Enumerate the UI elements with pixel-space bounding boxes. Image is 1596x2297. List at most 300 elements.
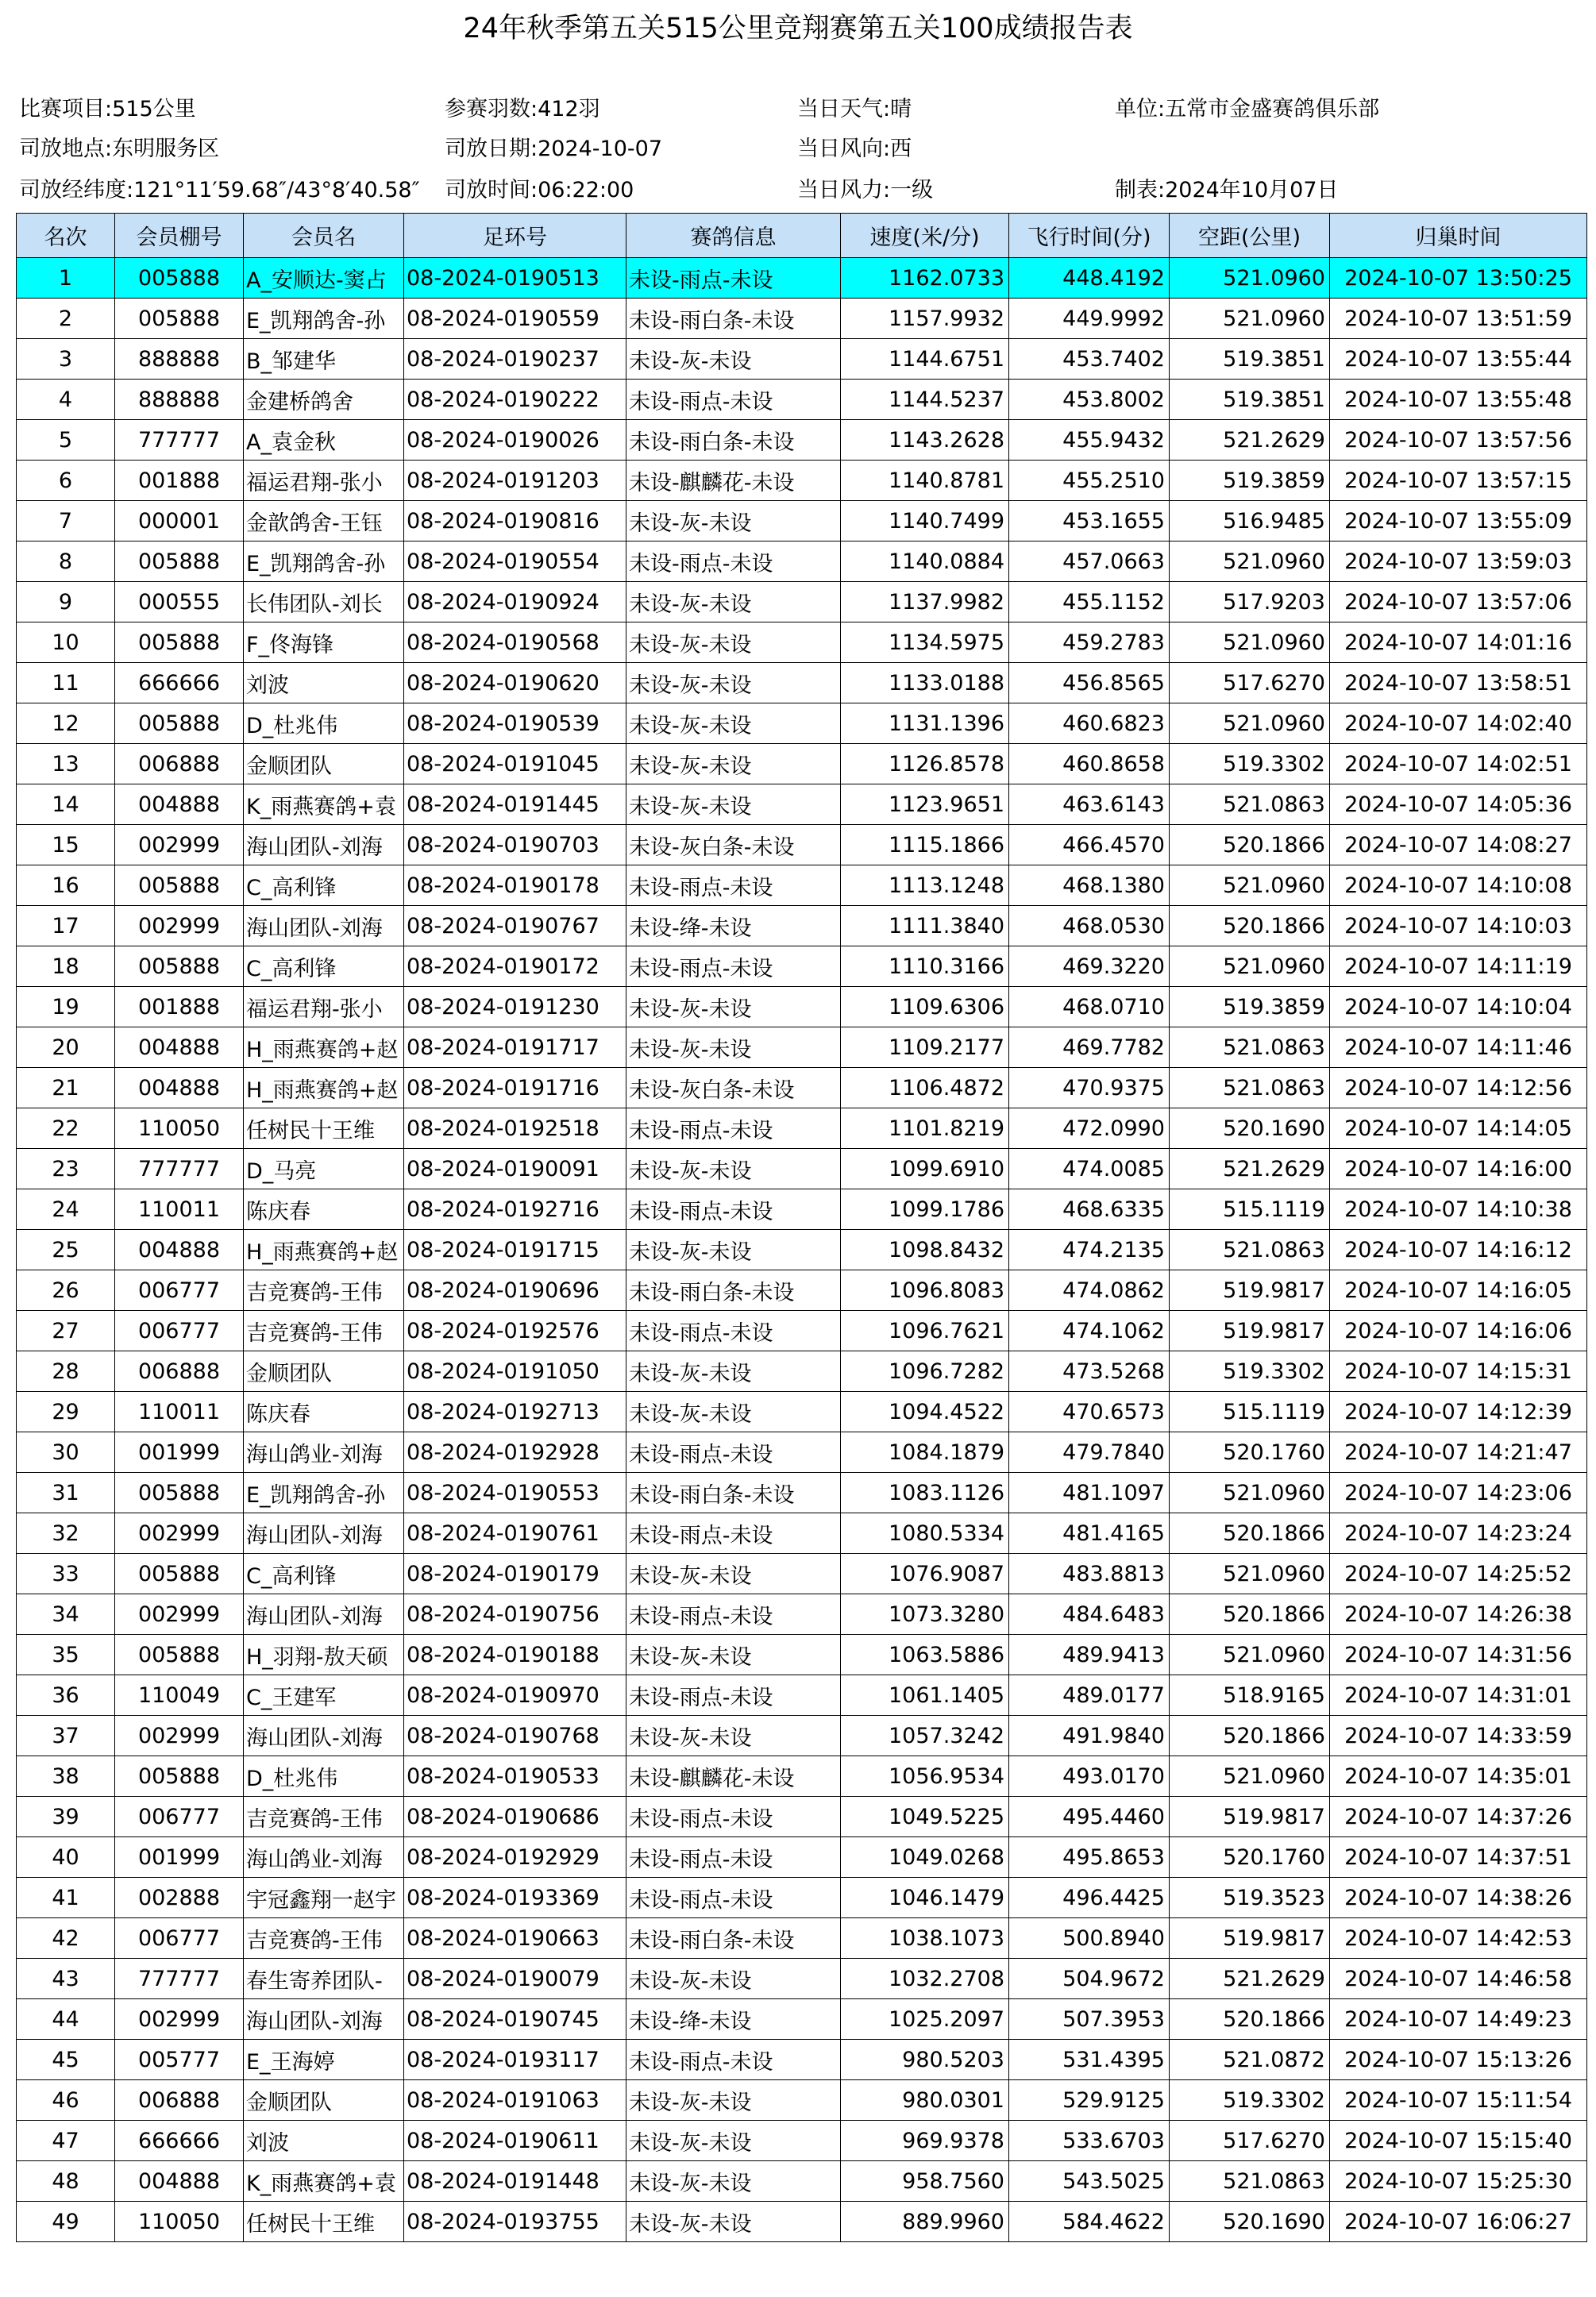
table-row[interactable] — [17, 2202, 1587, 2242]
flight-time-cell: 474.1062 — [1009, 1311, 1170, 1351]
speed-cell: 1113.1248 — [841, 865, 1009, 906]
rank-cell: 34 — [17, 1594, 115, 1635]
table-row[interactable] — [17, 1108, 1587, 1149]
distance-cell: 521.0960 — [1170, 1756, 1330, 1797]
member-cell: C_王建军 — [244, 1675, 404, 1716]
arrival-cell: 2024-10-07 14:02:51 — [1330, 744, 1587, 784]
pigeon-info-cell: 未设-雨点-未设 — [626, 541, 841, 582]
rank-cell: 32 — [17, 1513, 115, 1554]
release-coords: 司放经纬度:121°11′59.68″/43°8′40.58″ — [19, 178, 420, 202]
pigeon-info-cell: 未设-绛-未设 — [626, 906, 841, 946]
loft-cell: 666666 — [115, 2121, 244, 2161]
loft-cell: 004888 — [115, 1068, 244, 1108]
loft-cell: 004888 — [115, 1027, 244, 1068]
arrival-cell: 2024-10-07 14:10:03 — [1330, 906, 1587, 946]
table-row[interactable] — [17, 1959, 1587, 1999]
member-cell: 福运君翔-张小 — [244, 987, 404, 1027]
ring-cell: 08-2024-0190222 — [404, 380, 626, 420]
pigeon-info-cell: 未设-灰-未设 — [626, 582, 841, 622]
loft-cell: 002999 — [115, 906, 244, 946]
speed-cell: 1111.3840 — [841, 906, 1009, 946]
member-cell: 陈庆春 — [244, 1189, 404, 1230]
distance-cell: 519.9817 — [1170, 1270, 1330, 1311]
distance-cell: 521.0960 — [1170, 1635, 1330, 1675]
table-row[interactable] — [17, 1716, 1587, 1756]
arrival-cell: 2024-10-07 14:33:59 — [1330, 1716, 1587, 1756]
table-row[interactable] — [17, 744, 1587, 784]
speed-cell: 1140.7499 — [841, 501, 1009, 541]
pigeon-info-cell: 未设-雨点-未设 — [626, 2040, 841, 2080]
distance-cell: 519.9817 — [1170, 1918, 1330, 1959]
rank-cell: 36 — [17, 1675, 115, 1716]
arrival-cell: 2024-10-07 16:06:27 — [1330, 2202, 1587, 2242]
ring-cell: 08-2024-0191063 — [404, 2080, 626, 2121]
flight-time-cell: 453.8002 — [1009, 380, 1170, 420]
pigeon-info-cell: 未设-灰-未设 — [626, 1635, 841, 1675]
speed-cell: 1096.8083 — [841, 1270, 1009, 1311]
table-row[interactable] — [17, 906, 1587, 946]
distance-cell: 520.1866 — [1170, 825, 1330, 865]
member-cell: H_雨燕赛鸽+赵 — [244, 1027, 404, 1068]
pigeon-info-cell: 未设-灰-未设 — [626, 2202, 841, 2242]
ring-cell: 08-2024-0191230 — [404, 987, 626, 1027]
flight-time-cell: 584.4622 — [1009, 2202, 1170, 2242]
loft-cell: 002999 — [115, 1594, 244, 1635]
pigeon-info-cell: 未设-麒麟花-未设 — [626, 461, 841, 501]
member-cell: E_凯翔鸽舍-孙 — [244, 1473, 404, 1513]
member-cell: D_杜兆伟 — [244, 1756, 404, 1797]
arrival-cell: 2024-10-07 14:05:36 — [1330, 784, 1587, 825]
pigeon-info-cell: 未设-灰-未设 — [626, 1959, 841, 1999]
table-row[interactable] — [17, 1756, 1587, 1797]
flight-time-cell: 460.8658 — [1009, 744, 1170, 784]
flight-time-cell: 473.5268 — [1009, 1351, 1170, 1392]
arrival-cell: 2024-10-07 14:31:56 — [1330, 1635, 1587, 1675]
arrival-cell: 2024-10-07 13:55:48 — [1330, 380, 1587, 420]
table-row[interactable] — [17, 420, 1587, 461]
rank-cell: 47 — [17, 2121, 115, 2161]
table-row[interactable] — [17, 865, 1587, 906]
flight-time-cell: 469.7782 — [1009, 1027, 1170, 1068]
speed-cell: 1140.0884 — [841, 541, 1009, 582]
table-row[interactable] — [17, 1554, 1587, 1594]
ring-cell: 08-2024-0190237 — [404, 339, 626, 380]
ring-cell: 08-2024-0190533 — [404, 1756, 626, 1797]
loft-cell: 666666 — [115, 663, 244, 703]
arrival-cell: 2024-10-07 14:42:53 — [1330, 1918, 1587, 1959]
loft-cell: 005777 — [115, 2040, 244, 2080]
ring-cell: 08-2024-0193369 — [404, 1878, 626, 1918]
rank-cell: 16 — [17, 865, 115, 906]
table-row[interactable] — [17, 1918, 1587, 1959]
arrival-cell: 2024-10-07 14:10:04 — [1330, 987, 1587, 1027]
distance-cell: 521.0960 — [1170, 622, 1330, 663]
speed-cell: 1057.3242 — [841, 1716, 1009, 1756]
table-row[interactable] — [17, 946, 1587, 987]
speed-cell: 1096.7621 — [841, 1311, 1009, 1351]
flight-time-cell: 489.0177 — [1009, 1675, 1170, 1716]
arrival-cell: 2024-10-07 13:57:06 — [1330, 582, 1587, 622]
table-row[interactable] — [17, 339, 1587, 380]
rank-cell: 38 — [17, 1756, 115, 1797]
speed-cell: 1096.7282 — [841, 1351, 1009, 1392]
distance-cell: 519.3302 — [1170, 2080, 1330, 2121]
table-row[interactable] — [17, 1392, 1587, 1432]
flight-time-cell: 457.0663 — [1009, 541, 1170, 582]
speed-cell: 969.9378 — [841, 2121, 1009, 2161]
speed-cell: 1123.9651 — [841, 784, 1009, 825]
loft-cell: 005888 — [115, 703, 244, 744]
member-cell: A_袁金秋 — [244, 420, 404, 461]
table-row[interactable] — [17, 2040, 1587, 2080]
arrival-cell: 2024-10-07 14:15:31 — [1330, 1351, 1587, 1392]
flight-time-cell: 531.4395 — [1009, 2040, 1170, 2080]
ring-cell: 08-2024-0190745 — [404, 1999, 626, 2040]
flight-time-cell: 460.6823 — [1009, 703, 1170, 744]
table-row[interactable] — [17, 1878, 1587, 1918]
loft-cell: 002999 — [115, 1513, 244, 1554]
flight-time-cell: 449.9992 — [1009, 299, 1170, 339]
pigeon-info-cell: 未设-灰-未设 — [626, 2121, 841, 2161]
arrival-cell: 2024-10-07 14:26:38 — [1330, 1594, 1587, 1635]
pigeon-info-cell: 未设-雨点-未设 — [626, 1513, 841, 1554]
distance-cell: 521.0960 — [1170, 541, 1330, 582]
arrival-cell: 2024-10-07 14:02:40 — [1330, 703, 1587, 744]
speed-cell: 1099.1786 — [841, 1189, 1009, 1230]
table-row[interactable] — [17, 1797, 1587, 1837]
ring-cell: 08-2024-0190696 — [404, 1270, 626, 1311]
member-cell: 金歆鸽舍-王钰 — [244, 501, 404, 541]
col-header: 速度(米/分) — [841, 214, 1009, 258]
speed-cell: 1134.5975 — [841, 622, 1009, 663]
ring-cell: 08-2024-0191716 — [404, 1068, 626, 1108]
flight-time-cell: 481.1097 — [1009, 1473, 1170, 1513]
table-row[interactable] — [17, 622, 1587, 663]
member-cell: 刘波 — [244, 2121, 404, 2161]
table-row[interactable] — [17, 1635, 1587, 1675]
loft-cell: 004888 — [115, 2161, 244, 2202]
table-row[interactable] — [17, 1513, 1587, 1554]
table-row[interactable] — [17, 1837, 1587, 1878]
col-header: 会员名 — [244, 214, 404, 258]
ring-cell: 08-2024-0190816 — [404, 501, 626, 541]
speed-cell: 1049.0268 — [841, 1837, 1009, 1878]
loft-cell: 001999 — [115, 1432, 244, 1473]
member-cell: D_杜兆伟 — [244, 703, 404, 744]
ring-cell: 08-2024-0190559 — [404, 299, 626, 339]
loft-cell: 005888 — [115, 946, 244, 987]
ring-cell: 08-2024-0190703 — [404, 825, 626, 865]
weather: 当日天气:晴 — [797, 97, 912, 121]
arrival-cell: 2024-10-07 13:57:15 — [1330, 461, 1587, 501]
rank-cell: 7 — [17, 501, 115, 541]
member-cell: 吉竞赛鸽-王伟 — [244, 1270, 404, 1311]
table-row[interactable] — [17, 703, 1587, 744]
distance-cell: 519.3851 — [1170, 339, 1330, 380]
table-row[interactable] — [17, 1432, 1587, 1473]
pigeon-info-cell: 未设-灰-未设 — [626, 501, 841, 541]
ring-cell: 08-2024-0191448 — [404, 2161, 626, 2202]
report-title: 24年秋季第五关515公里竞翔赛第五关100成绩报告表 — [463, 13, 1133, 44]
speed-cell: 1109.6306 — [841, 987, 1009, 1027]
table-row[interactable] — [17, 1027, 1587, 1068]
member-cell: 海山团队-刘海 — [244, 1716, 404, 1756]
table-row[interactable] — [17, 1189, 1587, 1230]
table-row[interactable] — [17, 1675, 1587, 1716]
speed-cell: 1061.1405 — [841, 1675, 1009, 1716]
distance-cell: 519.9817 — [1170, 1311, 1330, 1351]
table-row[interactable] — [17, 501, 1587, 541]
col-header: 赛鸽信息 — [626, 214, 841, 258]
pigeon-info-cell: 未设-雨点-未设 — [626, 946, 841, 987]
col-header: 飞行时间(分) — [1009, 214, 1170, 258]
pigeon-info-cell: 未设-雨白条-未设 — [626, 1918, 841, 1959]
table-row[interactable] — [17, 1230, 1587, 1270]
flight-time-cell: 455.9432 — [1009, 420, 1170, 461]
distance-cell: 521.0960 — [1170, 1473, 1330, 1513]
pigeon-info-cell: 未设-灰-未设 — [626, 1230, 841, 1270]
pigeon-info-cell: 未设-雨点-未设 — [626, 1675, 841, 1716]
distance-cell: 520.1866 — [1170, 1513, 1330, 1554]
rank-cell: 13 — [17, 744, 115, 784]
table-row[interactable] — [17, 299, 1587, 339]
pigeon-info-cell: 未设-灰-未设 — [626, 1554, 841, 1594]
speed-cell: 1162.0733 — [841, 258, 1009, 299]
rank-cell: 22 — [17, 1108, 115, 1149]
table-row[interactable] — [17, 582, 1587, 622]
distance-cell: 519.9817 — [1170, 1797, 1330, 1837]
rank-cell: 43 — [17, 1959, 115, 1999]
member-cell: 海山团队-刘海 — [244, 1999, 404, 2040]
arrival-cell: 2024-10-07 13:55:44 — [1330, 339, 1587, 380]
pigeon-info-cell: 未设-灰白条-未设 — [626, 825, 841, 865]
loft-cell: 777777 — [115, 1149, 244, 1189]
arrival-cell: 2024-10-07 14:14:05 — [1330, 1108, 1587, 1149]
member-cell: A_安顺达-窦占 — [244, 258, 404, 299]
loft-cell: 005888 — [115, 1635, 244, 1675]
distance-cell: 515.1119 — [1170, 1392, 1330, 1432]
ring-cell: 08-2024-0190513 — [404, 258, 626, 299]
rank-cell: 48 — [17, 2161, 115, 2202]
rank-cell: 21 — [17, 1068, 115, 1108]
club-unit: 单位:五常市金盛赛鸽俱乐部 — [1115, 97, 1380, 121]
ring-cell: 08-2024-0192713 — [404, 1392, 626, 1432]
col-header: 空距(公里) — [1170, 214, 1330, 258]
speed-cell: 1099.6910 — [841, 1149, 1009, 1189]
member-cell: 金顺团队 — [244, 744, 404, 784]
rank-cell: 49 — [17, 2202, 115, 2242]
arrival-cell: 2024-10-07 14:11:19 — [1330, 946, 1587, 987]
rank-cell: 35 — [17, 1635, 115, 1675]
table-row[interactable] — [17, 1999, 1587, 2040]
distance-cell: 516.9485 — [1170, 501, 1330, 541]
table-row[interactable] — [17, 461, 1587, 501]
pigeon-info-cell: 未设-灰白条-未设 — [626, 1068, 841, 1108]
ring-cell: 08-2024-0190924 — [404, 582, 626, 622]
flight-time-cell: 463.6143 — [1009, 784, 1170, 825]
rank-cell: 44 — [17, 1999, 115, 2040]
distance-cell: 519.3851 — [1170, 380, 1330, 420]
arrival-cell: 2024-10-07 14:16:06 — [1330, 1311, 1587, 1351]
loft-cell: 006777 — [115, 1797, 244, 1837]
arrival-cell: 2024-10-07 14:49:23 — [1330, 1999, 1587, 2040]
distance-cell: 519.3302 — [1170, 1351, 1330, 1392]
ring-cell: 08-2024-0190663 — [404, 1918, 626, 1959]
speed-cell: 1157.9932 — [841, 299, 1009, 339]
pigeon-info-cell: 未设-灰-未设 — [626, 2080, 841, 2121]
ring-cell: 08-2024-0190179 — [404, 1554, 626, 1594]
flight-time-cell: 495.4460 — [1009, 1797, 1170, 1837]
flight-time-cell: 484.6483 — [1009, 1594, 1170, 1635]
distance-cell: 515.1119 — [1170, 1189, 1330, 1230]
release-date: 司放日期:2024-10-07 — [445, 137, 663, 161]
table-row[interactable] — [17, 1068, 1587, 1108]
arrival-cell: 2024-10-07 15:15:40 — [1330, 2121, 1587, 2161]
distance-cell: 520.1866 — [1170, 1716, 1330, 1756]
arrival-cell: 2024-10-07 14:35:01 — [1330, 1756, 1587, 1797]
member-cell: 福运君翔-张小 — [244, 461, 404, 501]
member-cell: D_马亮 — [244, 1149, 404, 1189]
arrival-cell: 2024-10-07 14:10:08 — [1330, 865, 1587, 906]
col-header: 会员棚号 — [115, 214, 244, 258]
rank-cell: 26 — [17, 1270, 115, 1311]
loft-cell: 006888 — [115, 744, 244, 784]
table-row[interactable] — [17, 1473, 1587, 1513]
rank-cell: 23 — [17, 1149, 115, 1189]
speed-cell: 980.5203 — [841, 2040, 1009, 2080]
rank-cell: 31 — [17, 1473, 115, 1513]
made-date: 制表:2024年10月07日 — [1115, 178, 1339, 202]
arrival-cell: 2024-10-07 15:13:26 — [1330, 2040, 1587, 2080]
col-header: 足环号 — [404, 214, 626, 258]
flight-time-cell: 491.9840 — [1009, 1716, 1170, 1756]
ring-cell: 08-2024-0191203 — [404, 461, 626, 501]
member-cell: 金顺团队 — [244, 1351, 404, 1392]
arrival-cell: 2024-10-07 14:01:16 — [1330, 622, 1587, 663]
loft-cell: 110050 — [115, 1108, 244, 1149]
ring-cell: 08-2024-0190756 — [404, 1594, 626, 1635]
table-row[interactable] — [17, 784, 1587, 825]
loft-cell: 005888 — [115, 1473, 244, 1513]
pigeon-info-cell: 未设-雨点-未设 — [626, 865, 841, 906]
ring-cell: 08-2024-0191445 — [404, 784, 626, 825]
rank-cell: 37 — [17, 1716, 115, 1756]
speed-cell: 1076.9087 — [841, 1554, 1009, 1594]
table-row[interactable] — [17, 541, 1587, 582]
member-cell: 长伟团队-刘长 — [244, 582, 404, 622]
loft-cell: 002999 — [115, 1716, 244, 1756]
arrival-cell: 2024-10-07 14:16:05 — [1330, 1270, 1587, 1311]
arrival-cell: 2024-10-07 13:57:56 — [1330, 420, 1587, 461]
member-cell: H_雨燕赛鸽+赵 — [244, 1230, 404, 1270]
member-cell: 春生寄养团队- — [244, 1959, 404, 1999]
pigeon-info-cell: 未设-雨点-未设 — [626, 1311, 841, 1351]
pigeon-info-cell: 未设-雨点-未设 — [626, 1594, 841, 1635]
table-row[interactable] — [17, 1594, 1587, 1635]
flight-time-cell: 495.8653 — [1009, 1837, 1170, 1878]
loft-cell: 000001 — [115, 501, 244, 541]
table-row[interactable] — [17, 1311, 1587, 1351]
pigeon-info-cell: 未设-雨白条-未设 — [626, 299, 841, 339]
distance-cell: 519.3302 — [1170, 744, 1330, 784]
loft-cell: 004888 — [115, 784, 244, 825]
loft-cell: 006888 — [115, 1351, 244, 1392]
table-row[interactable] — [17, 1351, 1587, 1392]
ring-cell: 08-2024-0190620 — [404, 663, 626, 703]
loft-cell: 888888 — [115, 380, 244, 420]
flight-time-cell: 543.5025 — [1009, 2161, 1170, 2202]
distance-cell: 519.3523 — [1170, 1878, 1330, 1918]
table-row[interactable] — [17, 380, 1587, 420]
speed-cell: 1083.1126 — [841, 1473, 1009, 1513]
ring-cell: 08-2024-0192928 — [404, 1432, 626, 1473]
flight-time-cell: 468.0530 — [1009, 906, 1170, 946]
rank-cell: 6 — [17, 461, 115, 501]
flight-time-cell: 529.9125 — [1009, 2080, 1170, 2121]
loft-cell: 005888 — [115, 1756, 244, 1797]
loft-cell: 777777 — [115, 420, 244, 461]
pigeon-info-cell: 未设-灰-未设 — [626, 339, 841, 380]
rank-cell: 28 — [17, 1351, 115, 1392]
flight-time-cell: 468.6335 — [1009, 1189, 1170, 1230]
speed-cell: 1144.5237 — [841, 380, 1009, 420]
table-row[interactable] — [17, 2080, 1587, 2121]
loft-cell: 006777 — [115, 1270, 244, 1311]
distance-cell: 520.1690 — [1170, 2202, 1330, 2242]
distance-cell: 517.6270 — [1170, 663, 1330, 703]
table-row[interactable] — [17, 258, 1587, 299]
arrival-cell: 2024-10-07 14:12:39 — [1330, 1392, 1587, 1432]
table-row[interactable] — [17, 825, 1587, 865]
distance-cell: 521.0863 — [1170, 784, 1330, 825]
member-cell: 任树民十王维 — [244, 1108, 404, 1149]
table-row[interactable] — [17, 987, 1587, 1027]
member-cell: F_佟海锋 — [244, 622, 404, 663]
rank-cell: 25 — [17, 1230, 115, 1270]
member-cell: E_凯翔鸽舍-孙 — [244, 541, 404, 582]
loft-cell: 110049 — [115, 1675, 244, 1716]
flight-time-cell: 474.2135 — [1009, 1230, 1170, 1270]
arrival-cell: 2024-10-07 14:37:26 — [1330, 1797, 1587, 1837]
ring-cell: 08-2024-0190188 — [404, 1635, 626, 1675]
loft-cell: 005888 — [115, 865, 244, 906]
table-row[interactable] — [17, 2121, 1587, 2161]
rank-cell: 30 — [17, 1432, 115, 1473]
flight-time-cell: 533.6703 — [1009, 2121, 1170, 2161]
table-row[interactable] — [17, 2161, 1587, 2202]
speed-cell: 1098.8432 — [841, 1230, 1009, 1270]
rank-cell: 42 — [17, 1918, 115, 1959]
pigeon-info-cell: 未设-灰-未设 — [626, 663, 841, 703]
distance-cell: 518.9165 — [1170, 1675, 1330, 1716]
ring-cell: 08-2024-0190554 — [404, 541, 626, 582]
header-row — [17, 214, 1587, 258]
table-row[interactable] — [17, 1270, 1587, 1311]
pigeon-info-cell: 未设-灰-未设 — [626, 703, 841, 744]
table-row[interactable] — [17, 663, 1587, 703]
table-row[interactable] — [17, 1149, 1587, 1189]
ring-cell: 08-2024-0190178 — [404, 865, 626, 906]
rank-cell: 12 — [17, 703, 115, 744]
distance-cell: 521.0960 — [1170, 258, 1330, 299]
member-cell: 宇冠鑫翔一赵宇 — [244, 1878, 404, 1918]
rank-cell: 19 — [17, 987, 115, 1027]
ring-cell: 08-2024-0193117 — [404, 2040, 626, 2080]
speed-cell: 1126.8578 — [841, 744, 1009, 784]
pigeon-info-cell: 未设-灰-未设 — [626, 1351, 841, 1392]
member-cell: 海山团队-刘海 — [244, 825, 404, 865]
speed-cell: 1049.5225 — [841, 1797, 1009, 1837]
